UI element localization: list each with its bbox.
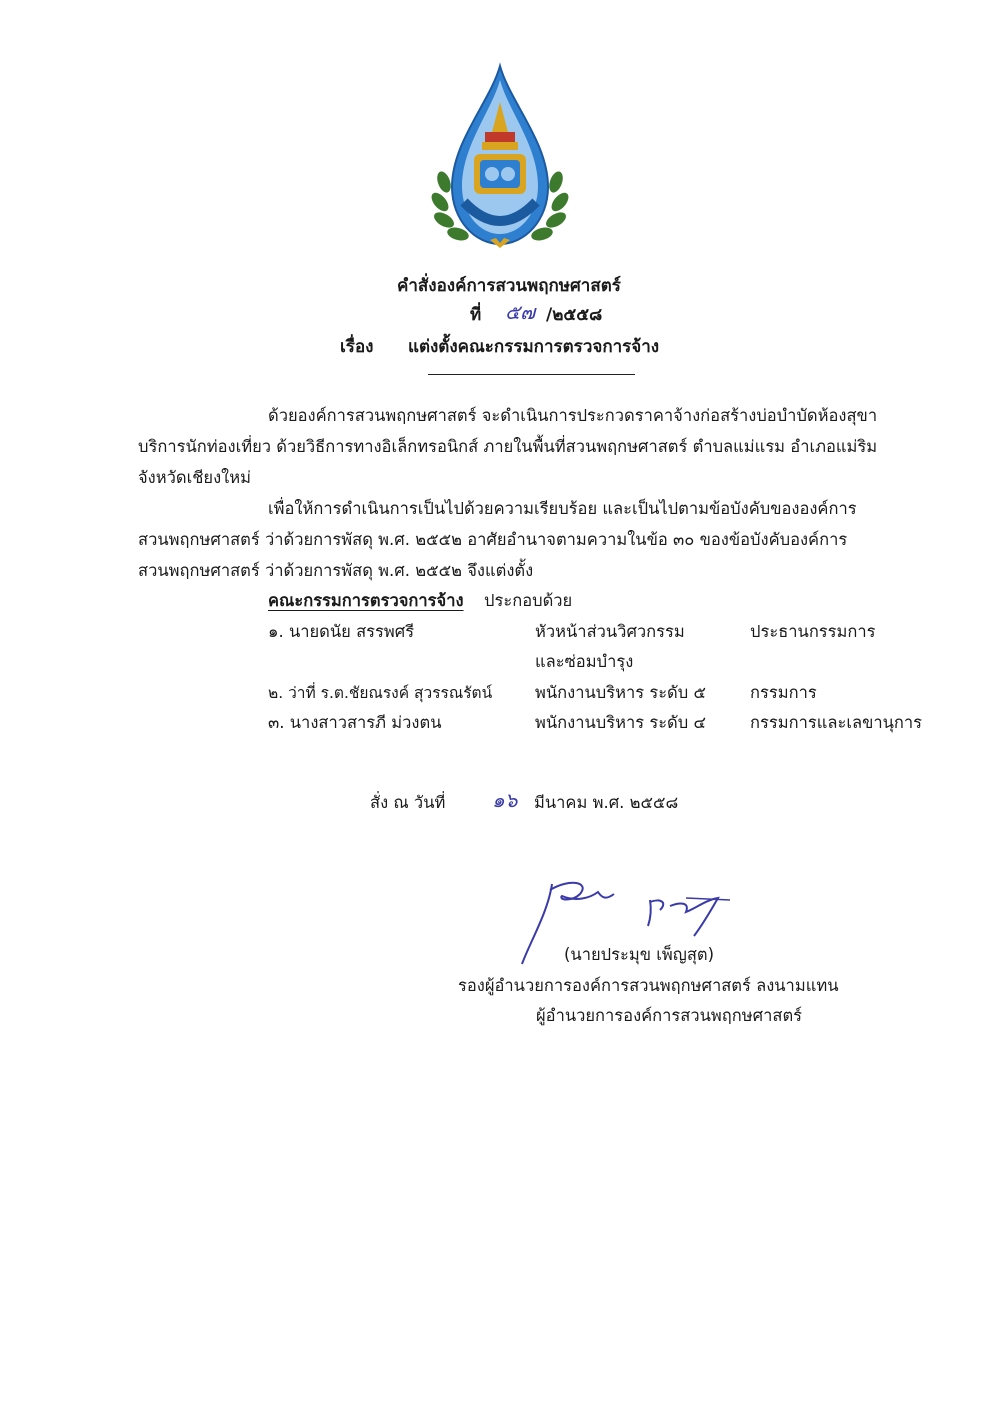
member-name-2: ๒. ว่าที่ ร.ต.ชัยณรงค์ สุวรรณรัตน์ [268,684,493,702]
member-position-3: พนักงานบริหาร ระดับ ๔ [535,713,706,732]
document-heading: คำสั่งองค์การสวนพฤกษศาสตร์ [397,276,621,296]
organization-seal-logo [430,62,570,252]
subject-text: แต่งตั้งคณะกรรมการตรวจการจ้าง [408,337,660,357]
order-number-handwritten: ๕๗ [505,300,536,324]
royal-monogram [474,154,526,194]
paragraph2-line2: สวนพฤกษศาสตร์ ว่าด้วยการพัสดุ พ.ศ. ๒๕๕๒ อาศัยอำนาจตามความในข้อ ๓๐ ของข้อบังคับองค์การ [138,530,848,549]
number-label: ที่ [470,305,482,325]
member-position-1: หัวหน้าส่วนวิศวกรรม [535,622,685,641]
order-day-handwritten: ๑๖ [492,788,518,812]
member-name-1: ๑. นายดนัย สรรพศรี [268,622,415,641]
signer-title-line2: ผู้อำนวยการองค์การสวนพฤกษศาสตร์ [536,1006,803,1025]
order-number-year: /๒๕๕๘ [546,305,603,325]
member-name-3: ๓. นางสาวสารภี ม่วงตน [268,713,442,732]
member-role-2: กรรมการ [750,683,817,702]
header-divider [428,374,635,375]
member-position-1-cont: และซ่อมบำรุง [535,652,634,671]
committee-heading: คณะกรรมการตรวจการจ้าง [268,591,464,610]
member-role-1: ประธานกรรมการ [750,622,876,641]
member-position-2: พนักงานบริหาร ระดับ ๕ [535,683,706,702]
signer-name: (นายประมุข เพ็ญสุต) [564,945,715,964]
paragraph2-line1: เพื่อให้การดำเนินการเป็นไปด้วยความเรียบร้อย และเป็นไปตามข้อบังคับขององค์การ [268,499,857,518]
order-date-month-year: มีนาคม พ.ศ. ๒๕๕๘ [534,793,679,812]
order-date-prefix: สั่ง ณ วันที่ [370,793,446,812]
signer-title-line1: รองผู้อำนวยการองค์การสวนพฤกษศาสตร์ ลงนามแทน [458,976,839,995]
paragraph1-line2: บริการนักท่องเที่ยว ด้วยวิธีการทางอิเล็กทรอนิกส์ ภายในพื้นที่สวนพฤกษศาสตร์ ตำบลแม่แรม อำเภอแม่ริม [138,437,878,456]
member-role-3: กรรมการและเลขานุการ [750,713,923,732]
paragraph1-line3: จังหวัดเชียงใหม่ [138,468,251,487]
subject-label: เรื่อง [340,337,374,357]
committee-heading-suffix: ประกอบด้วย [484,591,573,610]
paragraph1-line1: ด้วยองค์การสวนพฤกษศาสตร์ จะดำเนินการประกวดราคาจ้างก่อสร้างบ่อบำบัดห้องสุขา [268,406,878,425]
paragraph2-line3: สวนพฤกษศาสตร์ ว่าด้วยการพัสดุ พ.ศ. ๒๕๕๒ จึงแต่งตั้ง [138,561,534,580]
